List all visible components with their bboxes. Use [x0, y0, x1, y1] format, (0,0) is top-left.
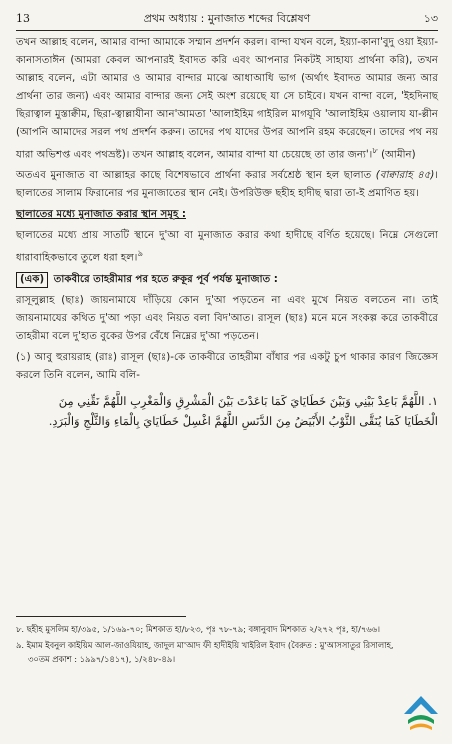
footnotes: [16, 622, 396, 668]
paragraph-takbir: রাসূলুল্লাহ (ছাঃ) জায়নামাযে দাঁড়িয়ে কোন দু'আ পড়তেন না এবং মুখে নিয়ত বলতেন না। তাই জায়নামাযের কথিত দু'আ পড়া এবং নিয়ত বলা বিদ'আত। রাসূল (ছাঃ) মনে মনে সংকল্প করে তাকবীরে তাহরীমা বলে দু'হাত বুকের উপর বেঁধে নিম্নের দু'আ পড়তেন।: [16, 294, 438, 342]
footnote-8: ৮. ছহীহ মুসলিম হা/৩৯৫, ১/১৬৯-৭০; মিশকাত হা/৮২৩, পৃঃ ৭৮-৭৯; বঙ্গানুবাদ মিশকাত ২/২৭২ পৃঃ, হা/৭৬৬।: [16, 624, 381, 634]
footnote-9: ৯. ইমাম ইবনুল কাইয়িম আল-জাওযিয়াহ, জাদুল মা'আদ ফী হাদীইয়ি খাইরিল ইবাদ (বৈরুত : মু'আসসাতুর রিসালাহ, ৩০তম প্রকাশ : ১৯৯৭/১৪১৭), ১/২৪৮-৪৯।: [16, 640, 394, 664]
publisher-logo-icon: [398, 690, 444, 736]
running-title: প্রথম অধ্যায় : মুনাজাত শব্দের বিশ্লেষণ: [143, 12, 311, 25]
subsection-heading: (এক) তাকবীরে তাহরীমার পর হতে রুকূর পূর্ব পর্যন্ত মুনাজাত :: [16, 271, 438, 289]
paragraph-hadith-quote: তখন আল্লাহ বলেন, আমার বান্দা আমাকে সম্মান প্রদর্শন করল। বান্দা যখন বলে, ইয়্যা-কানা'বুদু ওয়া ইয়্যা-কানাসতাঈন (আমরা কেবল আপনারই ইবাদত করি এবং আপনার নিকটই সাহায্য প্রার্থনা করি), তখন আল্লাহ বলেন, এটা আমার ও আমার বান্দার মাঝে আধাআধি ভাগ (অর্থাৎ ইবাদত আমার জন্য আর প্রার্থনা তার জন্য) এবং আমার বান্দার জন্য সেই অংশ রয়েছে যা সে চাইবে। যখন বান্দা বলে, 'ইহদিনাছ ছিরাত্বাল মুস্তাক্বীম, ছিরা-ত্বাল্লাযীনা আন'আমতা 'আলাইহিম গাইরিল মাগযূবি 'আলাইহিম ওয়ালায যা-ল্লীন (আপনি আমাদের সরল পথ প্রদর্শন করুন। তাদের পথ যাদের উপর আপনি রহম করেছেন। তাদের পথ নয় যারা অভিশপ্ত এবং পথভ্রষ্ট)। তখন আল্লাহ বলেন, আমার বান্দা যা চেয়েছে তা তার জন্য'।$^৮$ (আমীন): [16, 37, 438, 161]
page-number-latin: 13: [16, 12, 30, 25]
paragraph-abu-hurayrah: (১) আবু হুরায়রাহ (রাঃ) রাসূল (ছাঃ)-কে তাকবীরে তাহরীমা বাঁধার পর একটু চুপ থাকার কারণ জিজ্ঞেস করলে তিনি বলেন, আমি বলি-: [16, 351, 438, 381]
page-body: [16, 34, 438, 431]
footnote-ref-8: ৮: [372, 146, 378, 156]
section-heading: ছালাতের মধ্যে মুনাজাত করার স্থান সমূহ :: [16, 209, 186, 221]
quran-reference: (বাক্বারাহ ৪৫): [375, 170, 435, 182]
paragraph-best-place: অতএব মুনাজাত বা আল্লাহর কাছে বিশেষভাবে প্রার্থনা করার সর্বশ্রেষ্ঠ স্থান হল ছালাত (বাক্বারাহ ৪৫)। ছালাতের সালাম ফিরানোর পর মুনাজাতের স্থান নেই। উপরিউক্ত ছহীহ হাদীছ দ্বারা তা-ই প্রমাণিত হয়।: [16, 170, 438, 200]
page-number-bengali: ১৩: [423, 12, 438, 25]
arabic-dua-line-1: ١. اللَّهُمَّ بَاعِدْ بَيْنِي وَبَيْنَ خَطَايَايَ كَمَا بَاعَدْتَ بَيْنَ الْمَشْرِقِ وَالْمَغْرِبِ اللَّهُمَّ نَقِّنِي مِنَ: [58, 393, 438, 408]
footnote-rule: [16, 616, 186, 617]
page-header: [16, 10, 438, 28]
paragraph-seven-places: ছালাতের মধ্যে প্রায় সাতটি স্থানে দু'আ বা মুনাজাত করার কথা হাদীছে বর্ণিত হয়েছে। নিম্নে সেগুলো ধারাবাহিকভাবে তুলে ধরা হল।$^৯$: [16, 230, 438, 264]
arabic-dua-line-2: الْخَطَايَا كَمَا يُنَقَّى الثَّوْبُ الأَبْيَضُ مِنَ الدَّنَسِ اللَّهُمَّ اغْسِلْ خَطَايَايَ بِالْمَاءِ وَالثَّلْجِ وَالْبَرَدِ.: [48, 413, 438, 428]
subsection-number: (এক): [16, 272, 48, 288]
footnote-ref-9: ৯: [137, 249, 143, 260]
header-rule: [16, 30, 438, 31]
